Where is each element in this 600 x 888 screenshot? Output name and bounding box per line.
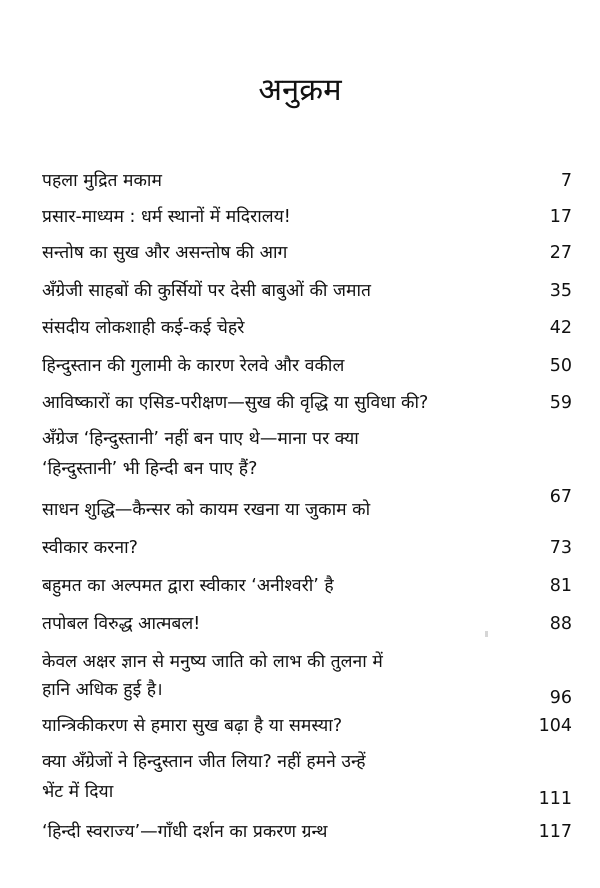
toc-entry [42, 276, 572, 306]
toc-entry-title: यान्त्रिकीकरण से हमारा सुख बढ़ा है या समस्या? [42, 716, 343, 736]
toc-entry-title: सन्तोष का सुख और असन्तोष की आग [42, 243, 288, 263]
toc-page-number: 35 [549, 281, 572, 301]
toc-entry-title: साधन शुद्धि—कैन्सर को कायम रखना या जुकाम को [42, 500, 371, 520]
toc-entry-line [42, 747, 572, 777]
toc-entry-line [42, 454, 572, 484]
toc-entry-title: बहुमत का अल्पमत द्वारा स्वीकार ‘अनीश्वरी’ है [42, 576, 334, 596]
toc-entry [42, 817, 572, 847]
toc-page-number: 50 [549, 356, 572, 376]
toc-page-number: 42 [549, 318, 572, 338]
toc-page-number: 67 [549, 487, 572, 507]
toc-entry [42, 609, 572, 639]
toc-entry [42, 313, 572, 343]
toc-entry [42, 388, 572, 418]
toc-entry-title: पहला मुद्रित मकाम [42, 171, 162, 191]
toc-entry-title-continued: हानि अधिक हुई है। [42, 680, 163, 700]
toc-page-number: 59 [549, 393, 572, 413]
toc-entry-line [42, 533, 572, 563]
toc-entry-title: प्रसार-माध्यम : धर्म स्थानों में मदिरालय! [42, 207, 291, 227]
toc-page-number: 17 [549, 207, 572, 227]
toc-entry-page-line [42, 683, 572, 713]
toc-entry-title: ‘हिन्दी स्वराज्य’—गाँधी दर्शन का प्रकरण ग्रन्थ [42, 822, 328, 842]
toc-page-number: 111 [538, 789, 572, 809]
toc-entry [42, 202, 572, 232]
paper-speck [485, 631, 488, 637]
toc-entry-line [42, 647, 572, 677]
toc-entry-title: संसदीय लोकशाही कई-कई चेहरे [42, 318, 245, 338]
toc-page-number: 81 [549, 576, 572, 596]
toc-page-number: 73 [549, 538, 572, 558]
toc-entry-title: तपोबल विरुद्ध आत्मबल! [42, 614, 201, 634]
toc-entry-title: अँग्रेज ‘हिन्दुस्तानी’ नहीं बन पाए थे—माना पर क्या [42, 429, 359, 449]
toc-page-number: 104 [538, 716, 572, 736]
toc-entry [42, 571, 572, 601]
toc-entry-title-continued: भेंट में दिया [42, 782, 114, 802]
toc-entry-page-line [42, 784, 572, 814]
toc-entry [42, 711, 572, 741]
toc-page-number: 27 [549, 243, 572, 263]
toc-entry-title-continued: स्वीकार करना? [42, 538, 138, 558]
toc-entry-title: आविष्कारों का एसिड-परीक्षण—सुख की वृद्धि या सुविधा की? [42, 393, 429, 413]
page-title: अनुक्रम [258, 72, 342, 108]
toc-entry [42, 238, 572, 268]
toc-entry-title: अँग्रेजी साहबों की कुर्सियों पर देसी बाबुओं की जमात [42, 281, 371, 301]
toc-page-number: 96 [549, 688, 572, 708]
toc-entry-title-continued: ‘हिन्दुस्तानी’ भी हिन्दी बन पाए हैं? [42, 459, 258, 479]
toc-page-number: 117 [538, 822, 572, 842]
toc-entry-title: क्या अँग्रेजों ने हिन्दुस्तान जीत लिया? नहीं हमने उन्हें [42, 752, 366, 772]
toc-entry-title: हिन्दुस्तान की गुलामी के कारण रेलवे और वकील [42, 356, 345, 376]
toc-entry-line [42, 495, 572, 525]
toc-entry [42, 166, 572, 196]
toc-page-number: 88 [549, 614, 572, 634]
toc-entry [42, 351, 572, 381]
toc-entry-line [42, 424, 572, 454]
toc-page-number: 7 [560, 171, 572, 191]
toc-entry-title: केवल अक्षर ज्ञान से मनुष्य जाति को लाभ की तुलना में [42, 652, 383, 672]
